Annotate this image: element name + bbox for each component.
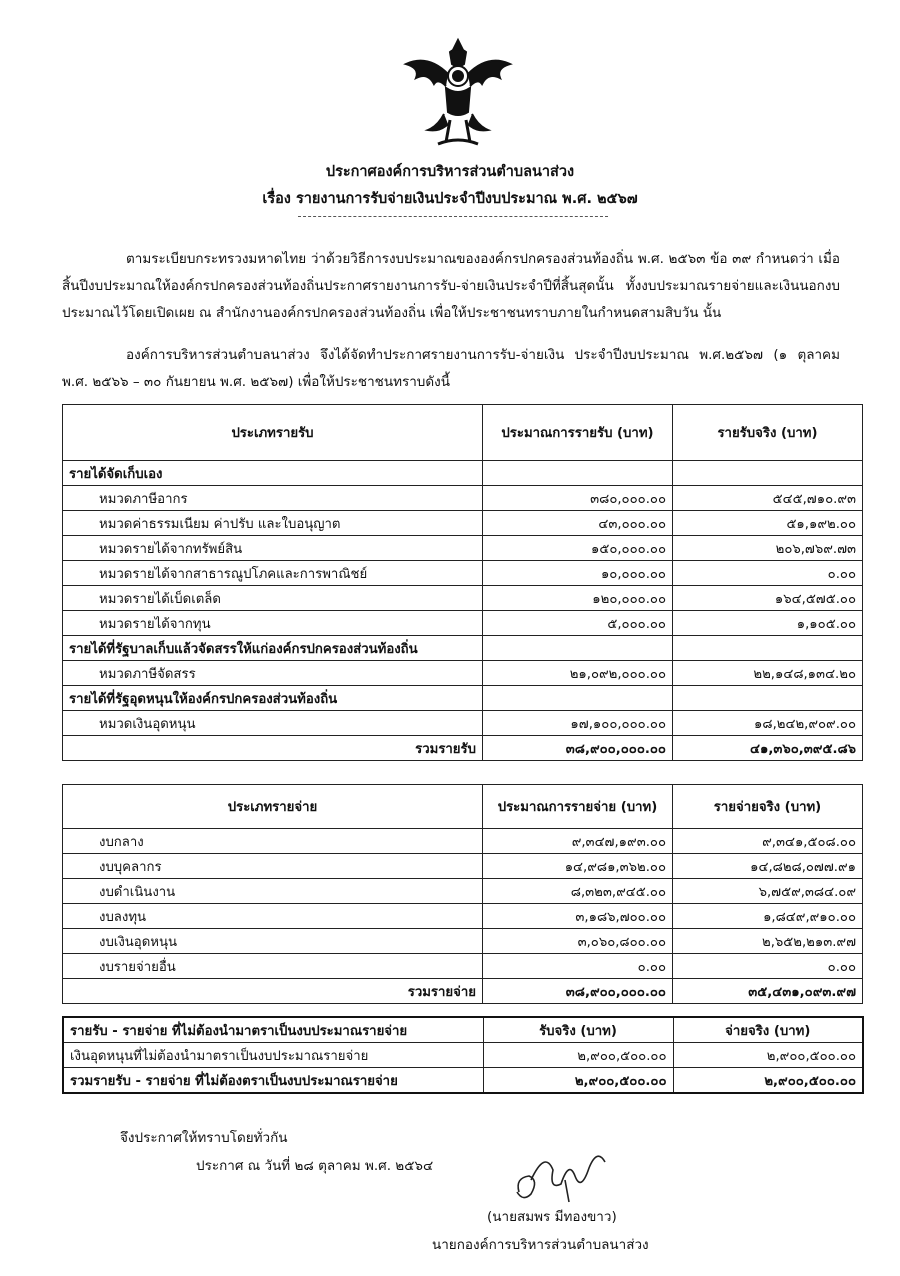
signature-image [505,1140,625,1210]
table-row: หมวดรายได้จากทรัพย์สิน ๑๕๐,๐๐๐.๐๐ ๒๐๖,๗๖๙.๗๓ [63,536,863,561]
garuda-emblem [398,34,518,152]
table-row: งบเงินอุดหนุน ๓,๐๖๐,๘๐๐.๐๐ ๒,๖๕๒,๒๑๓.๙๗ [63,929,863,954]
expense-header-actual: รายจ่ายจริง (บาท) [673,785,863,829]
table-row [63,461,863,486]
expense-header-estimate: ประมาณการรายจ่าย (บาท) [483,785,673,829]
table-row: หมวดรายได้จากสาธารณูปโภคและการพาณิชย์ ๑๐,๐๐๐.๐๐ ๐.๐๐ [63,561,863,586]
group-label: รายได้จัดเก็บเอง [63,461,483,486]
title-divider [298,216,608,217]
announce-date: ประกาศ ณ วันที่ ๒๘ ตุลาคม พ.ศ. ๒๕๖๔ [196,1158,434,1174]
table-row: งบรายจ่ายอื่น ๐.๐๐ ๐.๐๐ [63,954,863,979]
announcement-subject: เรื่อง รายงานการรับจ่ายเงินประจำปีงบประมาณ พ.ศ. ๒๕๖๗ [262,191,638,207]
revenue-total-row: รวมรายรับ ๓๘,๙๐๐,๐๐๐.๐๐ ๔๑,๓๖๐,๓๙๕.๘๖ [63,736,863,761]
group-label: รายได้ที่รัฐอุดหนุนให้องค์กรปกครองส่วนท้องถิ่น [63,686,483,711]
extra-header-paid: จ่ายจริง (บาท) [673,1017,863,1043]
table-row: หมวดภาษีอากร ๓๘๐,๐๐๐.๐๐ ๕๔๕,๗๑๐.๙๓ [63,486,863,511]
revenue-header-estimate: ประมาณการรายรับ (บาท) [483,405,673,461]
expense-header-type: ประเภทรายจ่าย [63,785,483,829]
table-row [63,686,863,711]
revenue-table [62,404,863,761]
revenue-header-type: ประเภทรายรับ [63,405,483,461]
extra-total-row: รวมรายรับ - รายจ่าย ที่ไม่ต้องตราเป็นงบประมาณรายจ่าย ๒,๙๐๐,๕๐๐.๐๐ ๒,๙๐๐,๕๐๐.๐๐ [63,1068,863,1094]
intro-text-2: องค์การบริหารส่วนตำบลนาส่วง จึงได้จัดทำประกาศรายงานการรับ-จ่ายเงิน ประจำปีงบประมาณ พ.ศ.๒๕๖๗ (๑ ตุลาคม พ.ศ. ๒๕๖๖ – ๓๐ กันยายน พ.ศ. ๒๕๖๗) เพื่อให้ประชาชนทราบดังนี้ [62,347,840,390]
table-row: หมวดรายได้เบ็ดเตล็ด ๑๒๐,๐๐๐.๐๐ ๑๖๔,๕๗๕.๐๐ [63,586,863,611]
extra-header-received: รับจริง (บาท) [483,1017,673,1043]
intro-text-1: ตามระเบียบกระทรวงมหาดไทย ว่าด้วยวิธีการงบประมาณขององค์กรปกครองส่วนท้องถิ่น พ.ศ. ๒๕๖๓ ข้อ ๓๙ กำหนดว่า เมื่อสิ้นปีงบประมาณให้องค์กรปกครองส่วนท้องถิ่นประกาศรายงานการรับ-จ่ายเงินประจำปีที่สิ้นสุดนั้น ทั้งงบประมาณรายจ่ายและเงินนอกงบประมาณไว้โดยเปิดเผย ณ สำนักงานองค์กรปกครองส่วนท้องถิ่น เพื่อให้ประชาชนทราบภายในกำหนดสามสิบวัน นั้น [62,251,840,321]
extra-budget-table [62,1016,864,1094]
table-row: หมวดภาษีจัดสรร ๒๑,๐๙๒,๐๐๐.๐๐ ๒๒,๑๔๘,๑๓๔.๒๐ [63,661,863,686]
table-row: งบดำเนินงาน ๘,๓๒๓,๙๔๕.๐๐ ๖,๗๕๙,๓๘๔.๐๙ [63,879,863,904]
intro-paragraph-2 [62,342,840,396]
table-row: หมวดรายได้จากทุน ๕,๐๐๐.๐๐ ๑,๑๐๕.๐๐ [63,611,863,636]
intro-paragraph-1 [62,246,840,327]
table-row: งบกลาง ๙,๓๔๗,๑๙๓.๐๐ ๙,๓๔๑,๕๐๘.๐๐ [63,829,863,854]
extra-header-type: รายรับ - รายจ่าย ที่ไม่ต้องนำมาตราเป็นงบประมาณรายจ่าย [63,1017,483,1043]
table-row: หมวดค่าธรรมเนียม ค่าปรับ และใบอนุญาต ๔๓,๐๐๐.๐๐ ๕๑,๑๙๒.๐๐ [63,511,863,536]
expense-table [62,784,863,1004]
revenue-header-actual: รายรับจริง (บาท) [673,405,863,461]
table-row [63,636,863,661]
expense-total-row: รวมรายจ่าย ๓๘,๙๐๐,๐๐๐.๐๐ ๓๕,๔๓๑,๐๙๓.๙๗ [63,979,863,1004]
table-row: งบบุคลากร ๑๔,๙๘๑,๓๖๒.๐๐ ๑๔,๘๒๘,๐๗๗.๙๑ [63,854,863,879]
signer-name: (นายสมพร มีทองขาว) [487,1209,617,1225]
group-label: รายได้ที่รัฐบาลเก็บแล้วจัดสรรให้แก่องค์กรปกครองส่วนท้องถิ่น [63,636,483,661]
announce-statement: จึงประกาศให้ทราบโดยทั่วกัน [120,1130,288,1146]
table-row: งบลงทุน ๓,๑๘๖,๗๐๐.๐๐ ๑,๘๔๙,๙๑๐.๐๐ [63,904,863,929]
table-row: เงินอุดหนุนที่ไม่ต้องนำมาตราเป็นงบประมาณรายจ่าย ๒,๙๐๐,๕๐๐.๐๐ ๒,๙๐๐,๕๐๐.๐๐ [63,1043,863,1068]
signer-title: นายกองค์การบริหารส่วนตำบลนาส่วง [432,1237,649,1253]
announcement-title: ประกาศองค์การบริหารส่วนตำบลนาส่วง [325,164,575,180]
table-row: หมวดเงินอุดหนุน ๑๗,๑๐๐,๐๐๐.๐๐ ๑๘,๒๔๒,๙๐๙.๐๐ [63,711,863,736]
